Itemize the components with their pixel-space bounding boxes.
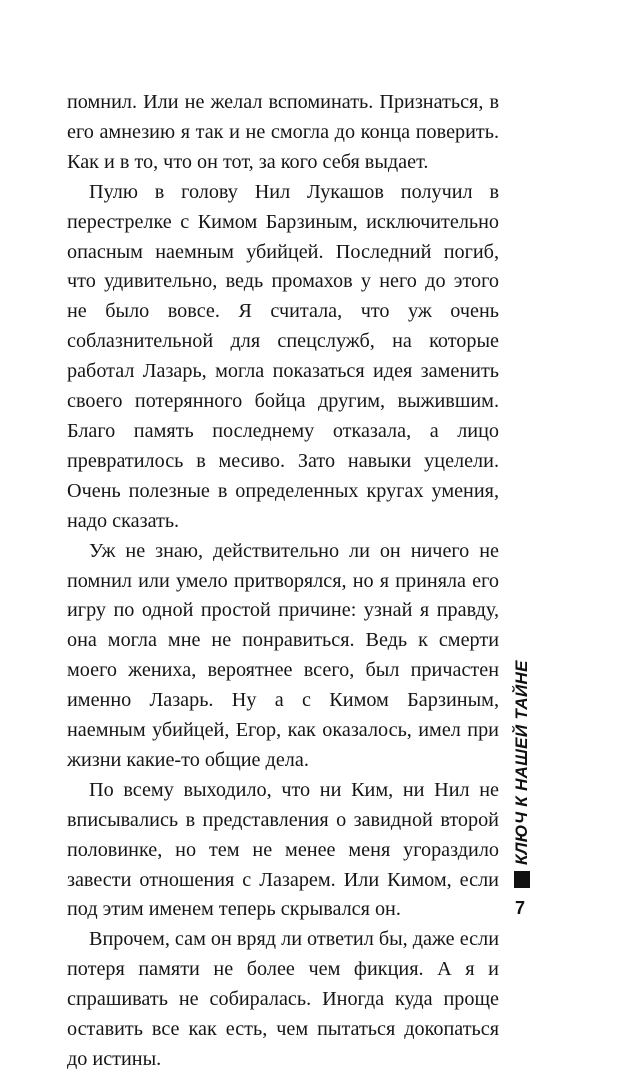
paragraph-1: помнил. Или не желал вспоминать. Признаться, в его амнезию я так и не смогла до конца поверить. Как и в то, что он тот, за кого себя выдает. xyxy=(67,91,499,173)
paragraph-2: Пулю в голову Нил Лукашов получил в перестрелке с Кимом Барзиным, исключительно опасным наемным убийцей. Последний погиб, что удивительно, ведь промахов у него до этого не было вовсе. Я считала, что уж очень соблазнительной для спецслужб, на которые работал Лазарь, могла показаться идея заменить своего потерянного бойца другим, выжившим. Благо память последнему отказала, а лицо превратилось в месиво. Зато навыки уцелели. Очень полезные в определенных кругах умения, надо сказать. xyxy=(67,180,499,532)
paragraph-3: Уж не знаю, действительно ли он ничего не помнил или умело притворялся, но я приняла его игру по одной простой причине: узнай я правду, она могла мне не понравиться. Ведь к смерти моего жениха, вероятнее всего, был причастен именно Лазарь. Ну а с Кимом Барзиным, наемным убийцей, Егор, как оказалось, имел при жизни какие-то общие дела. xyxy=(67,539,499,771)
running-title-text: КЛЮЧ К НАШЕЙ ТАЙНЕ xyxy=(512,660,531,865)
paragraph-4: По всему выходило, что ни Ким, ни Нил не вписывались в представления о завидной второй половинке, но тем не менее меня угораздило завести отношения с Лазарем. Или Кимом, если под этим именем теперь скрывался он. xyxy=(67,778,499,921)
running-title-square-icon xyxy=(514,871,530,888)
body-text xyxy=(67,88,499,1075)
running-title xyxy=(508,660,536,893)
paragraph-5: Впрочем, сам он вряд ли ответил бы, даже если потеря памяти не более чем фикция. А я и спрашивать не собиралась. Иногда куда проще оставить все как есть, чем пытаться докопаться до истины. xyxy=(67,928,499,1070)
page-number: 7 xyxy=(514,898,525,918)
